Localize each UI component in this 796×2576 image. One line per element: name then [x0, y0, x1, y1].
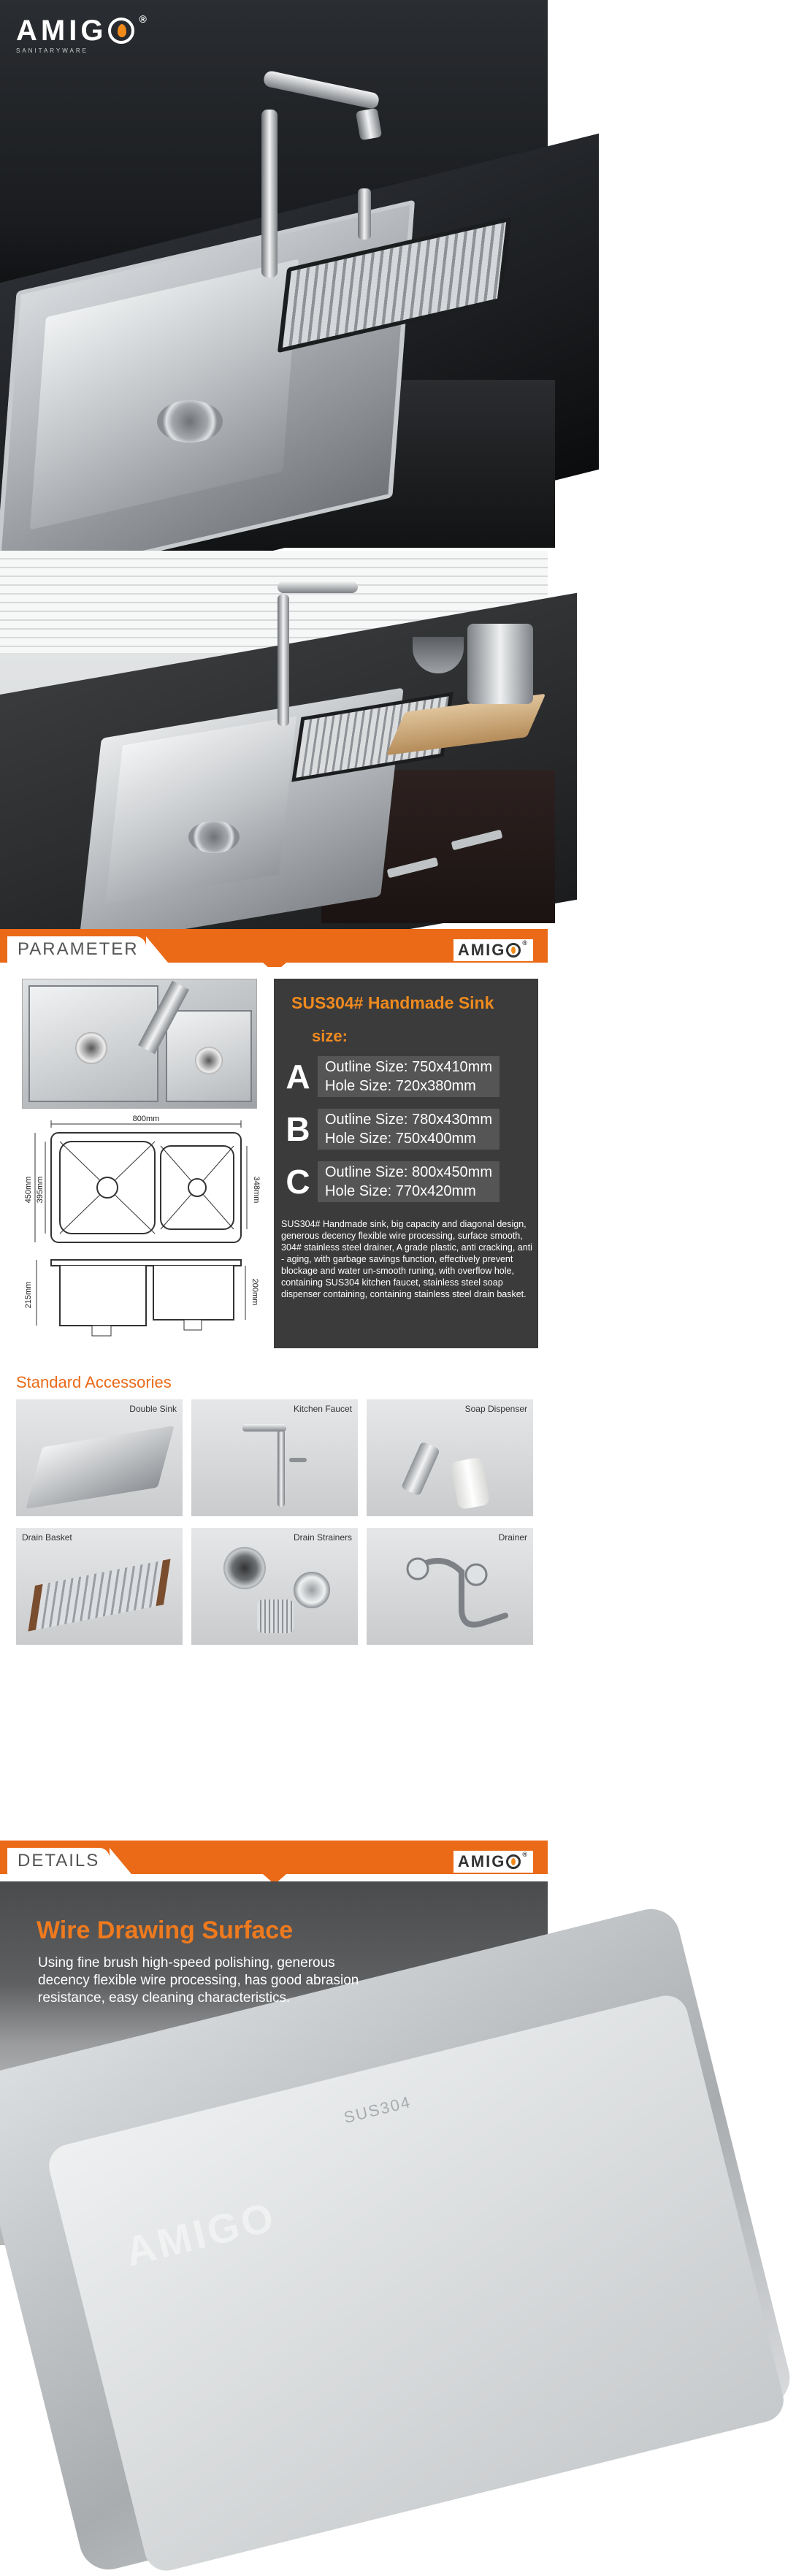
size-option-a [284, 1056, 500, 1097]
faucet-image [278, 1430, 285, 1507]
option-values [318, 1109, 500, 1150]
accessory-card-drain-basket [16, 1528, 183, 1645]
accessory-label: Drain Strainers [293, 1532, 352, 1543]
hero-image-sink-dark [0, 0, 548, 546]
parameter-section [0, 967, 548, 1367]
drainer-pipes-image [396, 1543, 513, 1637]
strainer-image [223, 1547, 266, 1589]
right-height-label: 348mm [252, 1176, 261, 1204]
option-values [318, 1056, 500, 1097]
accessories-heading: Standard Accessories [16, 1373, 172, 1391]
accessory-card-kitchen-faucet [191, 1399, 358, 1516]
option-letter: A [286, 1058, 310, 1096]
brand-logo-small [454, 939, 533, 961]
accessories-grid [16, 1399, 535, 1645]
size-label: size: [312, 1027, 348, 1045]
spec-title: SUS304# Handmade Sink [291, 993, 494, 1012]
faucet-arm-image [242, 1424, 286, 1432]
details-heading: Wire Drawing Surface [37, 1916, 294, 1944]
inner-height-label: 395mm [36, 1176, 45, 1204]
drain-icon [195, 1047, 223, 1074]
brand-tagline: SANITARYWARE [16, 47, 88, 54]
details-tab: DETAILS [7, 1848, 110, 1874]
brand-name: AMIG [457, 941, 506, 959]
accessory-card-double-sink [16, 1399, 183, 1516]
water-drop-icon [506, 943, 521, 958]
hole-size: Hole Size: 750x400mm [325, 1131, 476, 1147]
hero-image-sink-light [0, 551, 548, 923]
sink-top-photo [22, 979, 257, 1109]
drain-icon [75, 1032, 107, 1064]
size-option-c [284, 1161, 500, 1202]
engraved-model: SUS304 [342, 2092, 413, 2128]
registered-mark: ® [522, 1851, 529, 1858]
wire-drawing-detail-image [0, 1881, 548, 2275]
brand-name: AMIG [457, 1852, 506, 1870]
outline-size: Outline Size: 780x430mm [325, 1112, 493, 1128]
width-label: 800mm [132, 1115, 160, 1123]
brand-logo-small [454, 1851, 533, 1873]
strainer-cap-image [294, 1572, 330, 1608]
option-values [318, 1161, 500, 1202]
spec-panel [274, 979, 538, 1348]
hole-size: Hole Size: 720x380mm [325, 1078, 476, 1094]
accessories-section [0, 1367, 548, 1835]
accessory-label: Drain Basket [22, 1532, 72, 1543]
details-section [0, 1881, 548, 2275]
size-option-b [284, 1109, 500, 1150]
faucet-arm [278, 581, 358, 593]
faucet-lever-image [289, 1458, 307, 1462]
tab-slant [110, 1848, 131, 1874]
accessory-card-soap-dispenser [367, 1399, 533, 1516]
drain-basket-image [28, 1559, 171, 1631]
water-drop-icon [108, 18, 134, 44]
double-sink-image [26, 1426, 174, 1509]
product-description: SUS304# Handmade sink, big capacity and diagonal design, generous decency flexible wire processing, surface smooth, 304# stainless steel drainer, A grade plastic, anti cracking, anti - aging, with garbage savings function, effectively prevent blockage and water un-smooth runing, with overflow hole, containing SUS304 kitchen faucet, stainless steel soap dispenser containing, containing stainless steel drain basket. [281, 1219, 532, 1299]
soap-bottle-image [451, 1457, 491, 1510]
tab-slant [146, 936, 168, 963]
brand-name: AMIG [16, 15, 107, 47]
brand-logo [16, 13, 150, 54]
utensil-holder [467, 624, 533, 704]
option-letter: B [286, 1110, 310, 1148]
accessory-label: Drainer [498, 1532, 527, 1543]
accessory-card-drain-strainers [191, 1528, 358, 1645]
right-depth-label: 200mm [250, 1278, 259, 1306]
dimension-drawing [22, 1115, 261, 1350]
hole-size: Hole Size: 770x420mm [325, 1183, 476, 1199]
parameter-section-bar [0, 929, 548, 967]
parameter-tab: PARAMETER [7, 936, 146, 963]
engraved-brand: AMIGO [120, 2193, 281, 2275]
registered-mark: ® [139, 13, 150, 25]
water-drop-icon [506, 1854, 521, 1869]
faucet-pole [261, 110, 278, 278]
option-letter: C [286, 1163, 310, 1201]
accessory-card-drainer [367, 1528, 533, 1645]
soap-pump-image [401, 1441, 440, 1496]
strainer-basket-image [257, 1600, 294, 1633]
outer-height-label: 450mm [24, 1176, 33, 1204]
sink-drain [188, 821, 240, 853]
sink-basin [105, 716, 296, 904]
accessory-label: Soap Dispenser [464, 1404, 527, 1414]
faucet-pole [278, 595, 289, 726]
accessory-label: Double Sink [129, 1404, 177, 1414]
outline-size: Outline Size: 750x410mm [325, 1059, 493, 1075]
details-body: Using fine brush high-speed polishing, generous decency flexible wire processing, has good abrasion resistance, easy cleaning characteristics. [38, 1955, 359, 2006]
details-section-bar [0, 1841, 548, 1879]
sink-drain [157, 400, 223, 443]
left-depth-label: 215mm [24, 1281, 33, 1309]
accessory-label: Kitchen Faucet [293, 1404, 352, 1414]
soap-dispenser-image [358, 188, 371, 240]
technical-drawing [22, 1115, 261, 1350]
outline-size: Outline Size: 800x450mm [325, 1164, 493, 1180]
registered-mark: ® [522, 939, 529, 947]
